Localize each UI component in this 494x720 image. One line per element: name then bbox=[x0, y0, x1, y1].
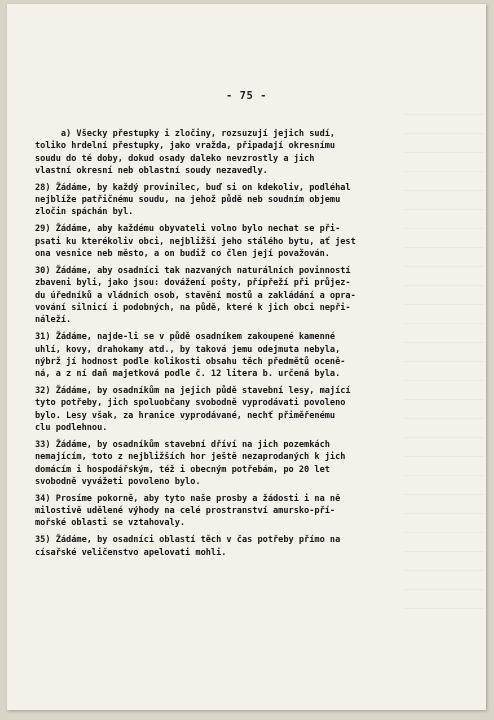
text-line: milostivě udělené výhody na celé prostranství amursko-pří- bbox=[35, 506, 336, 517]
paragraph bbox=[35, 265, 455, 326]
text-line: zbaveni byli, jako jsou: dovážení pošty, přípřeží při průjez- bbox=[35, 278, 351, 289]
paragraph bbox=[35, 331, 455, 380]
text-line: nýbrž jí hodnost podle kolikosti obsahu těch předmětů oceně- bbox=[35, 356, 346, 367]
text-line: toliko hrdelní přestupky, jako vražda, připadají okresnímu bbox=[35, 141, 336, 152]
text-line: du úředníků a vládních osob, stavění mostů a zakládání a opra- bbox=[35, 290, 356, 301]
text-line: nemajícím, toto z nejbližších hor ještě nezaprodaných k jich bbox=[35, 452, 346, 463]
text-line: bylo. Lesy však, za hranice vyprodávané, nechť přiměřenému bbox=[35, 410, 336, 421]
paragraph bbox=[35, 439, 455, 488]
text-line: 34) Prosíme pokorně, aby tyto naše prosby a žádosti i na ně bbox=[35, 493, 341, 504]
text-line: 30) Žádáme, aby osadníci tak nazvaných naturálních povinností bbox=[35, 266, 351, 277]
paragraph bbox=[35, 128, 455, 177]
text-line: uhlí, kovy, drahokamy atd., by taková jemu odejmuta nebyla, bbox=[35, 344, 341, 355]
paragraph bbox=[35, 493, 455, 530]
text-line: vlastní okresní neb oblastní soudy nezavedly. bbox=[35, 165, 268, 176]
text-line: náleží. bbox=[35, 315, 72, 326]
text-line: clu podlehnou. bbox=[35, 422, 108, 433]
text-line: tyto potřeby, jich spoluobčany svobodně vyprodávati povoleno bbox=[35, 398, 346, 409]
text-line: vování silnicí i podobných, na půdě, které k jich obci nepři- bbox=[35, 302, 351, 313]
paragraph bbox=[35, 385, 455, 434]
text-line: 29) Žádáme, aby každému obyvateli volno bylo nechat se při- bbox=[35, 224, 341, 235]
text-line: zločin spáchán byl. bbox=[35, 207, 134, 218]
body-text bbox=[35, 128, 455, 564]
text-line: ná, a z ní daň majetková podle č. 12 litera b. určená byla. bbox=[35, 369, 341, 380]
text-line: a) Všecky přestupky i zločiny, rozsuzují jejich sudí, bbox=[35, 129, 336, 139]
text-line: soudu do té doby, dokud osady daleko nevzrostly a jich bbox=[35, 153, 315, 164]
text-line: císařské veličenstvo apelovati mohli. bbox=[35, 547, 227, 558]
paragraph bbox=[35, 182, 455, 219]
text-line: ona vesnice neb město, a on budiž co člen její považován. bbox=[35, 249, 330, 260]
text-line: svobodně vyvážeti povoleno bylo. bbox=[35, 476, 201, 487]
text-line: 35) Žádáme, by osadníci oblastí těch v čas potřeby přímo na bbox=[35, 535, 341, 546]
page-number: - 75 - bbox=[226, 90, 267, 102]
text-line: psati ku kterékoliv obci, nejbližší jeho stálého bytu, ať jest bbox=[35, 236, 356, 247]
text-line: nejblíže patřičnému soudu, na jehož půdě neb soudním objemu bbox=[35, 195, 341, 206]
paragraph bbox=[35, 223, 455, 260]
text-line: 33) Žádáme, by osadníkům stavební dříví na jich pozemkách bbox=[35, 439, 330, 450]
document-page bbox=[7, 4, 486, 710]
text-line: mořské oblasti se vztahovaly. bbox=[35, 518, 186, 529]
text-line: domácím i hospodářským, též i obecným potřebám, po 20 let bbox=[35, 464, 330, 475]
paragraph bbox=[35, 534, 455, 559]
text-line: 28) Žádáme, by každý provinilec, buď si on kdekoliv, podléhal bbox=[35, 182, 351, 193]
text-line: 31) Žádáme, najde-li se v půdě osadníkem zakoupené kamenné bbox=[35, 332, 336, 343]
text-line: 32) Žádáme, by osadníkům na jejich půdě stavební lesy, mající bbox=[35, 386, 351, 397]
